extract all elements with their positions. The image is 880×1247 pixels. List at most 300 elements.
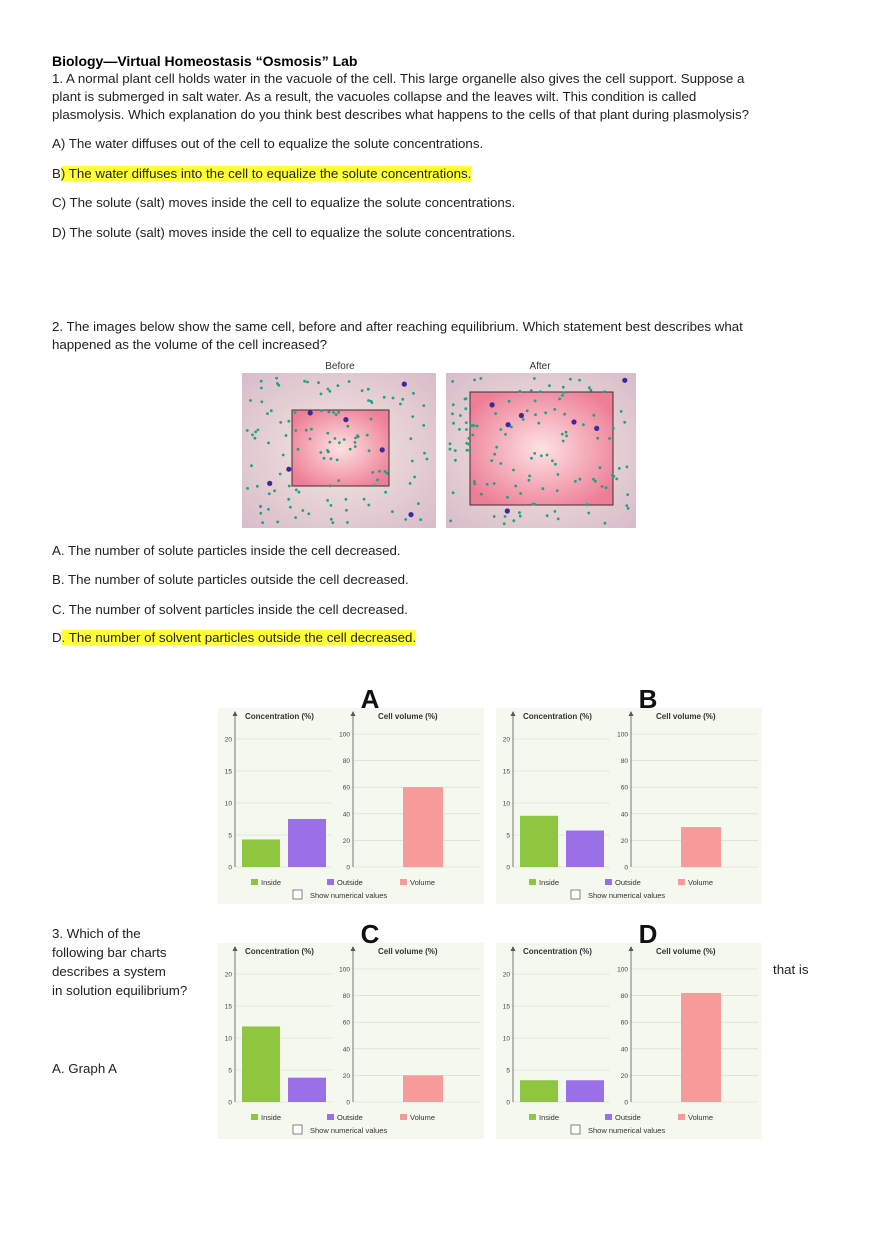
numerical-values-label: Show numerical values [310, 1126, 388, 1135]
solvent-particle [512, 519, 515, 522]
solvent-particle [554, 510, 557, 513]
solvent-particle [561, 433, 564, 436]
legend-volume: Volume [688, 1113, 714, 1122]
tick-label: 20 [342, 1072, 350, 1080]
solvent-particle [522, 418, 525, 421]
solvent-particle [454, 449, 457, 452]
solvent-particle [422, 404, 425, 407]
solvent-particle [372, 484, 375, 487]
solvent-particle [337, 479, 340, 482]
tick-label: 10 [502, 1035, 510, 1043]
tick-label: 100 [617, 966, 628, 974]
page-title: Biology—Virtual Homeostasis “Osmosis” Lab [52, 53, 358, 69]
solvent-particle [287, 498, 290, 501]
solvent-particle [326, 449, 329, 452]
legend-volume: Volume [410, 878, 436, 887]
solvent-particle [574, 480, 577, 483]
q2-option-b: B. The number of solute particles outside the cell decreased. [52, 572, 409, 587]
solute-particle [408, 512, 413, 517]
solvent-particle [565, 435, 568, 438]
solvent-particle [337, 411, 340, 414]
solvent-particle [327, 388, 330, 391]
tick-label: 0 [506, 1099, 510, 1107]
solvent-particle [323, 457, 326, 460]
numerical-values-checkbox[interactable] [293, 1125, 302, 1134]
solvent-particle [404, 518, 407, 521]
solvent-particle [554, 463, 557, 466]
solvent-particle [384, 470, 387, 473]
solute-particle [506, 422, 511, 427]
bar-volume [681, 993, 721, 1102]
q2-option-a: A. The number of solute particles inside the cell decreased. [52, 543, 401, 558]
solvent-particle [519, 515, 522, 518]
solvent-particle [332, 411, 335, 414]
legend-swatch [605, 879, 612, 885]
solvent-particle [384, 491, 387, 494]
question-3-text [52, 924, 212, 1000]
solvent-particle [518, 511, 521, 514]
solvent-particle [319, 451, 322, 454]
chart-background [496, 708, 762, 904]
tick-label: 5 [228, 832, 232, 840]
after-cell [470, 392, 613, 505]
bar-outside [566, 1080, 604, 1102]
solvent-particle [528, 475, 531, 478]
legend-outside: Outside [615, 878, 641, 887]
solvent-particle [449, 448, 452, 451]
tick-label: 40 [342, 811, 350, 819]
solvent-particle [449, 520, 452, 523]
solvent-particle [310, 428, 313, 431]
solvent-particle [338, 441, 341, 444]
solvent-particle [298, 491, 301, 494]
tick-label: 80 [620, 758, 628, 766]
chart-D [496, 919, 762, 1139]
solvent-particle [504, 515, 507, 518]
bar-outside [566, 831, 604, 867]
solvent-particle [553, 408, 556, 411]
tick-label: 10 [224, 1035, 232, 1043]
bar-inside [520, 816, 558, 867]
tick-label: 0 [228, 1099, 232, 1107]
solvent-particle [587, 512, 590, 515]
legend-swatch [678, 879, 685, 885]
q3-answer: A. Graph A [52, 1061, 118, 1076]
concentration-title: Concentration (%) [523, 947, 592, 956]
solvent-particle [317, 381, 320, 384]
solvent-particle [530, 389, 533, 392]
chart-background [218, 708, 484, 904]
solvent-particle [465, 428, 468, 431]
before-cell [292, 410, 389, 486]
highlighted-answer: ) The water diffuses into the cell to equalize the solute concentrations. [60, 166, 472, 181]
solvent-particle [533, 452, 536, 455]
tick-label: 0 [506, 864, 510, 872]
solvent-particle [279, 473, 282, 476]
solvent-particle [297, 448, 300, 451]
bar-volume [403, 1075, 443, 1102]
solvent-particle [514, 485, 517, 488]
solute-particle [622, 378, 627, 383]
solvent-particle [466, 449, 469, 452]
bar-inside [242, 1026, 280, 1102]
tick-label: 0 [624, 864, 628, 872]
solvent-particle [590, 389, 593, 392]
q1-line: plasmolysis. Which explanation do you think best describes what happens to the cells of that plant during plasmolysis? [52, 107, 749, 122]
solvent-particle [326, 432, 329, 435]
tick-label: 15 [502, 768, 510, 776]
solvent-particle [349, 448, 352, 451]
solvent-particle [417, 502, 420, 505]
solvent-particle [412, 392, 415, 395]
solvent-particle [334, 437, 337, 440]
solvent-particle [468, 449, 471, 452]
tick-label: 80 [342, 758, 350, 766]
solvent-particle [512, 469, 515, 472]
solute-particle [267, 481, 272, 486]
solvent-particle [401, 398, 404, 401]
solvent-particle [618, 467, 621, 470]
chart-C [218, 919, 484, 1139]
tick-label: 60 [620, 1019, 628, 1027]
solvent-particle [267, 442, 270, 445]
solvent-particle [544, 411, 547, 414]
solvent-particle [328, 411, 331, 414]
solvent-particle [562, 386, 565, 389]
solvent-particle [563, 413, 566, 416]
solvent-particle [413, 476, 416, 479]
solvent-particle [546, 514, 549, 517]
legend-swatch [400, 1114, 407, 1120]
solvent-particle [259, 512, 262, 515]
solvent-particle [493, 453, 496, 456]
concentration-title: Concentration (%) [245, 947, 314, 956]
numerical-values-checkbox[interactable] [293, 890, 302, 899]
solvent-particle [626, 466, 629, 469]
solvent-particle [486, 483, 489, 486]
solvent-particle [476, 425, 479, 428]
solvent-particle [260, 380, 263, 383]
solvent-particle [346, 521, 349, 524]
solvent-particle [346, 425, 349, 428]
solvent-particle [331, 521, 334, 524]
chart-letter: D [638, 919, 658, 949]
solvent-particle [370, 418, 373, 421]
legend-volume: Volume [410, 1113, 436, 1122]
solute-particle [343, 417, 348, 422]
question-2-text [52, 318, 822, 354]
solvent-particle [378, 470, 381, 473]
solvent-particle [268, 492, 271, 495]
bar-charts-grid [218, 684, 766, 1144]
solvent-particle [422, 424, 425, 427]
bar-volume [403, 787, 443, 867]
solvent-particle [582, 423, 585, 426]
solvent-particle [586, 503, 589, 506]
solvent-particle [363, 498, 366, 501]
legend-outside: Outside [615, 1113, 641, 1122]
solvent-particle [499, 428, 502, 431]
solvent-particle [411, 460, 414, 463]
solvent-particle [592, 414, 595, 417]
solvent-particle [537, 422, 540, 425]
solvent-particle [383, 396, 386, 399]
solvent-particle [626, 493, 629, 496]
legend-swatch [327, 1114, 334, 1120]
solvent-particle [473, 379, 476, 382]
solvent-particle [285, 434, 288, 437]
solvent-particle [368, 449, 371, 452]
solvent-particle [301, 509, 304, 512]
tick-label: 10 [224, 800, 232, 808]
solvent-particle [603, 390, 606, 393]
solvent-particle [451, 380, 454, 383]
solvent-particle [266, 412, 269, 415]
solvent-particle [354, 445, 357, 448]
solvent-particle [328, 441, 331, 444]
solvent-particle [605, 486, 608, 489]
solvent-particle [499, 462, 502, 465]
solvent-particle [534, 400, 537, 403]
solvent-particle [612, 427, 615, 430]
tick-label: 5 [506, 832, 510, 840]
solvent-particle [409, 482, 412, 485]
solvent-particle [479, 377, 482, 380]
tick-label: 60 [342, 784, 350, 792]
solvent-particle [246, 487, 249, 490]
solvent-particle [367, 504, 370, 507]
solvent-particle [480, 493, 483, 496]
solvent-particle [409, 437, 412, 440]
solvent-particle [361, 389, 364, 392]
tick-label: 20 [620, 1072, 628, 1080]
solute-particle [286, 467, 291, 472]
solvent-particle [330, 457, 333, 460]
solvent-particle [615, 478, 618, 481]
q2-line: 2. The images below show the same cell, before and after reaching equilibrium. Which statement best describes what [52, 319, 743, 334]
tick-label: 60 [620, 784, 628, 792]
solvent-particle [623, 421, 626, 424]
solvent-particle [250, 464, 253, 467]
solvent-particle [459, 414, 462, 417]
bar-outside [288, 1078, 326, 1102]
solvent-particle [503, 522, 506, 525]
q1-option-d: D) The solute (salt) moves inside the cell to equalize the solute concentrations. [52, 225, 516, 240]
solvent-particle [627, 507, 630, 510]
tick-label: 5 [228, 1067, 232, 1075]
tick-label: 0 [228, 864, 232, 872]
solvent-particle [611, 474, 614, 477]
solvent-particle [354, 437, 357, 440]
solvent-particle [534, 413, 537, 416]
chart-A [218, 684, 484, 904]
solvent-particle [504, 433, 507, 436]
solvent-particle [556, 489, 559, 492]
legend-swatch [529, 1114, 536, 1120]
tick-label: 40 [620, 811, 628, 819]
solvent-particle [565, 431, 568, 434]
tick-label: 10 [502, 800, 510, 808]
volume-title: Cell volume (%) [656, 947, 716, 956]
solvent-particle [449, 442, 452, 445]
solvent-particle [469, 425, 472, 428]
solvent-particle [303, 380, 306, 383]
solvent-particle [276, 521, 279, 524]
bar-inside [520, 1080, 558, 1102]
tick-label: 60 [342, 1019, 350, 1027]
solvent-particle [546, 454, 549, 457]
solvent-particle [279, 421, 282, 424]
solvent-particle [578, 379, 581, 382]
solvent-particle [345, 498, 348, 501]
solvent-particle [294, 411, 297, 414]
bar-inside [242, 839, 280, 867]
solvent-particle [419, 518, 422, 521]
q2-option-c: C. The number of solvent particles inside the cell decreased. [52, 602, 409, 617]
solvent-particle [386, 472, 389, 475]
solvent-particle [295, 489, 298, 492]
solute-particle [308, 410, 313, 415]
solvent-particle [251, 433, 254, 436]
solvent-particle [495, 446, 498, 449]
solvent-particle [510, 426, 513, 429]
q1-option-a: A) The water diffuses out of the cell to equalize the solute concentrations. [52, 136, 484, 151]
tick-label: 15 [502, 1003, 510, 1011]
solvent-particle [367, 388, 370, 391]
q1-option-b: B) The water diffuses into the cell to equalize the solute concentrations. [52, 166, 472, 181]
solvent-particle [548, 384, 551, 387]
solvent-particle [249, 399, 252, 402]
solvent-particle [354, 441, 357, 444]
solvent-particle [452, 403, 455, 406]
numerical-values-label: Show numerical values [310, 891, 388, 900]
solvent-particle [464, 407, 467, 410]
tick-label: 0 [346, 864, 350, 872]
solvent-particle [376, 479, 379, 482]
solvent-particle [348, 380, 351, 383]
solvent-particle [592, 478, 595, 481]
solvent-particle [465, 421, 468, 424]
solvent-particle [569, 378, 572, 381]
tick-label: 100 [339, 731, 350, 739]
numerical-values-checkbox[interactable] [571, 890, 580, 899]
osmosis-diagram [240, 360, 638, 528]
solvent-particle [294, 429, 297, 432]
numerical-values-checkbox[interactable] [571, 1125, 580, 1134]
solvent-particle [267, 508, 270, 511]
solvent-particle [452, 491, 455, 494]
solvent-particle [261, 521, 264, 524]
solvent-particle [533, 503, 536, 506]
tick-label: 20 [620, 837, 628, 845]
q3-tail-text: that is [773, 962, 809, 977]
solvent-particle [260, 387, 263, 390]
solvent-particle [601, 485, 604, 488]
numerical-values-label: Show numerical values [588, 891, 666, 900]
tick-label: 100 [617, 731, 628, 739]
solvent-particle [454, 459, 457, 462]
chart-letter: B [638, 684, 658, 714]
solvent-particle [604, 522, 607, 525]
volume-title: Cell volume (%) [378, 947, 438, 956]
solvent-particle [273, 489, 276, 492]
solvent-particle [246, 429, 249, 432]
tick-label: 80 [342, 993, 350, 1001]
solvent-particle [508, 400, 511, 403]
solvent-particle [542, 487, 545, 490]
tick-label: 5 [506, 1067, 510, 1075]
numerical-values-label: Show numerical values [588, 1126, 666, 1135]
solvent-particle [558, 398, 561, 401]
solvent-particle [533, 377, 536, 380]
solvent-particle [471, 434, 474, 437]
tick-label: 40 [620, 1046, 628, 1054]
legend-swatch [678, 1114, 685, 1120]
legend-inside: Inside [539, 1113, 560, 1122]
solvent-particle [320, 393, 323, 396]
solvent-particle [282, 454, 285, 457]
solvent-particle [275, 377, 278, 380]
solute-particle [505, 508, 510, 513]
q3-line: in solution equilibrium? [52, 983, 188, 998]
solvent-particle [467, 437, 470, 440]
solute-particle [402, 382, 407, 387]
tick-label: 40 [342, 1046, 350, 1054]
solvent-particle [506, 496, 509, 499]
solvent-particle [551, 459, 554, 462]
volume-title: Cell volume (%) [378, 712, 438, 721]
solvent-particle [294, 516, 297, 519]
solvent-particle [620, 410, 623, 413]
solvent-particle [493, 515, 496, 518]
solvent-particle [608, 437, 611, 440]
q3-line: following bar charts [52, 945, 167, 960]
solvent-particle [335, 413, 338, 416]
tick-label: 0 [624, 1099, 628, 1107]
legend-swatch [327, 879, 334, 885]
solvent-particle [494, 412, 497, 415]
solvent-particle [557, 518, 560, 521]
solvent-particle [367, 399, 370, 402]
solvent-particle [561, 394, 564, 397]
legend-inside: Inside [261, 1113, 282, 1122]
volume-title: Cell volume (%) [656, 712, 716, 721]
solvent-particle [490, 459, 493, 462]
solute-particle [571, 419, 576, 424]
solvent-particle [530, 457, 533, 460]
q2-line: happened as the volume of the cell increased? [52, 337, 327, 352]
chart-B [496, 684, 762, 904]
solvent-particle [270, 409, 273, 412]
concentration-title: Concentration (%) [245, 712, 314, 721]
solvent-particle [423, 452, 426, 455]
solvent-particle [557, 473, 560, 476]
solvent-particle [399, 403, 402, 406]
solvent-particle [305, 429, 308, 432]
bar-outside [288, 819, 326, 867]
solvent-particle [458, 428, 461, 431]
q3-line: describes a system [52, 964, 166, 979]
tick-label: 20 [502, 971, 510, 979]
solvent-particle [562, 440, 565, 443]
solvent-particle [330, 518, 333, 521]
solvent-particle [519, 390, 522, 393]
solvent-particle [345, 509, 348, 512]
solute-particle [519, 413, 524, 418]
solvent-particle [276, 382, 279, 385]
legend-volume: Volume [688, 878, 714, 887]
solvent-particle [599, 466, 602, 469]
